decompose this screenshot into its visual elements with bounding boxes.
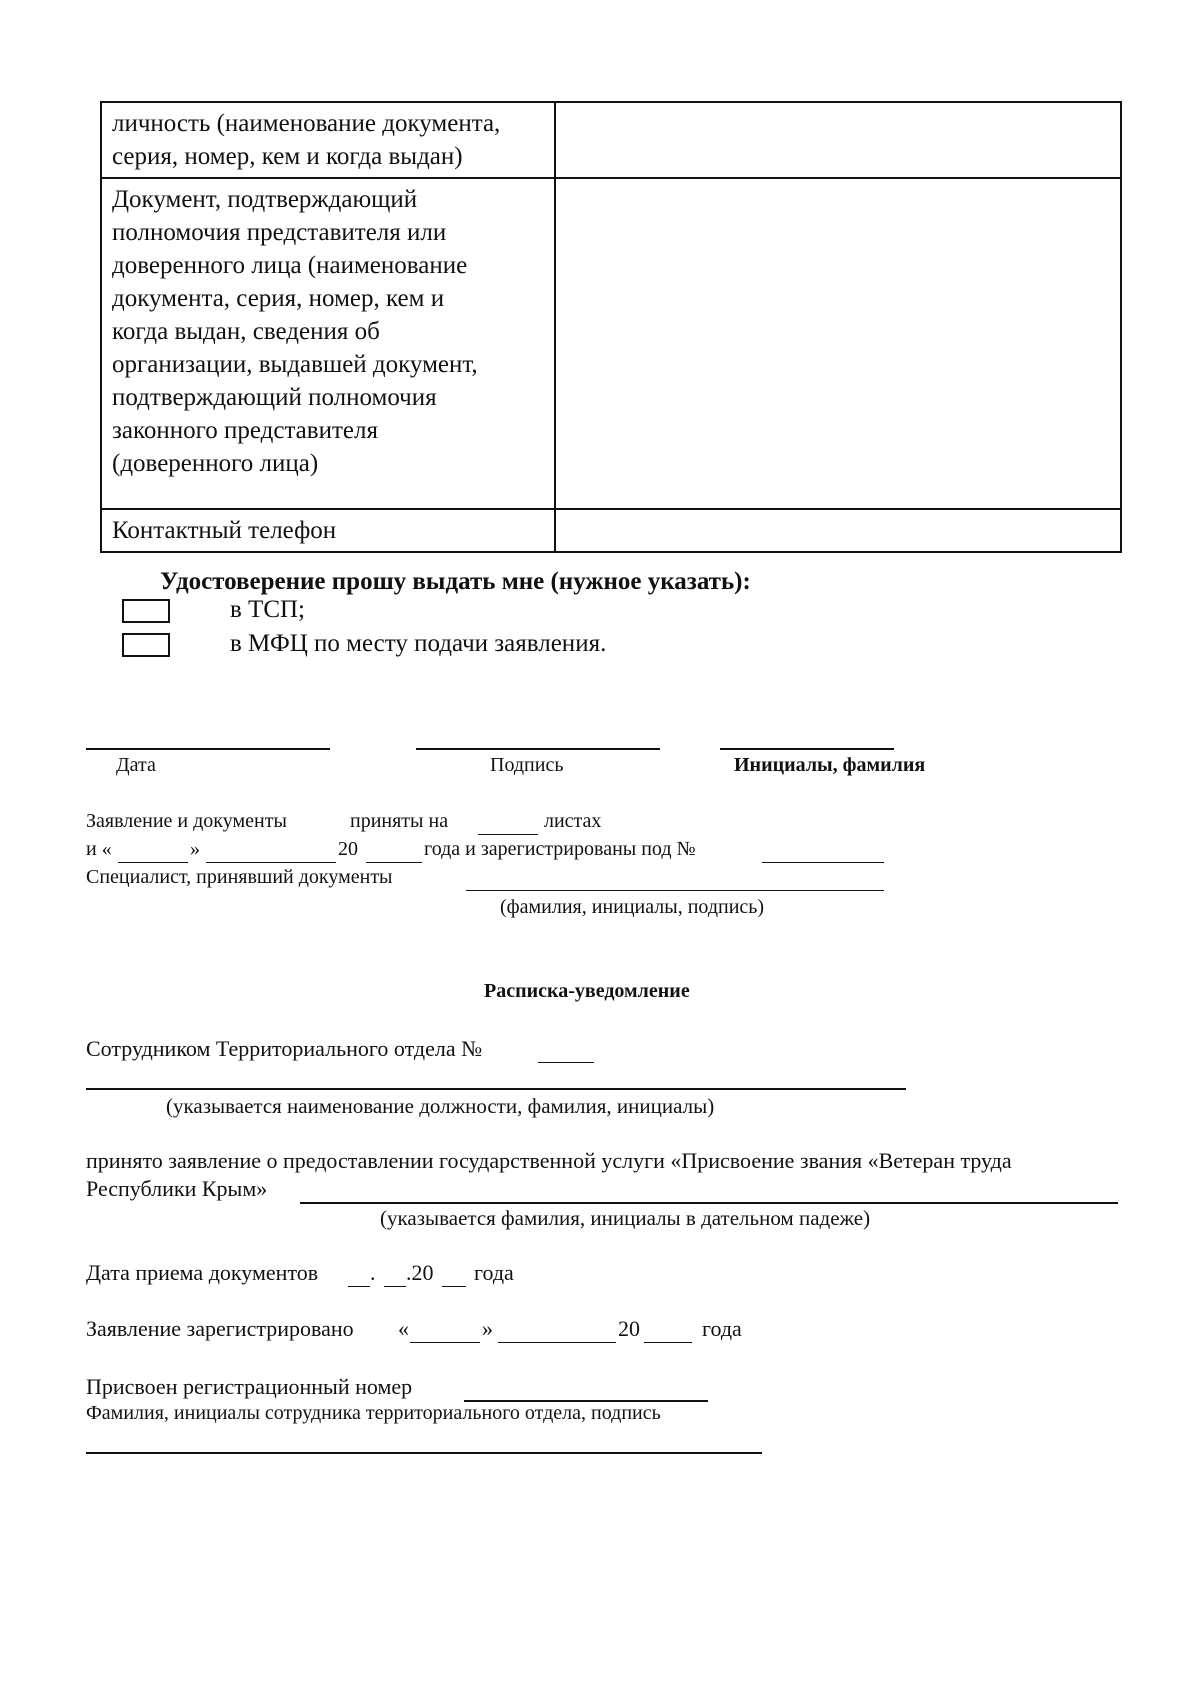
employee-sign-field[interactable]: [86, 1452, 762, 1454]
number-label: Присвоен регистрационный номер: [86, 1374, 413, 1399]
specialist-field[interactable]: [466, 890, 884, 891]
employee-caption: (указывается наименование должности, фамилия, инициалы): [166, 1094, 715, 1118]
option-mfc-label: в МФЦ по месту подачи заявления.: [230, 630, 607, 657]
signature-line[interactable]: [416, 748, 660, 750]
service-text-2: Республики Крым»: [86, 1176, 268, 1201]
table-row: [101, 509, 1121, 552]
applicant-info-table: [100, 101, 1122, 553]
date-sep1: .: [370, 1260, 376, 1285]
representative-document-field[interactable]: [555, 178, 1121, 509]
registered-month-field[interactable]: [498, 1342, 616, 1343]
identity-document-label: личность (наименование документа, серия, номер, кем и когда выдан): [101, 102, 555, 178]
acceptance-line1-b: приняты на: [350, 810, 449, 832]
registered-quote-open: «: [398, 1316, 409, 1341]
table-row: [101, 102, 1121, 178]
registered-day-field[interactable]: [410, 1342, 480, 1343]
received-day-field[interactable]: [348, 1286, 370, 1287]
registered-year-field[interactable]: [644, 1342, 692, 1343]
registered-tail: года: [702, 1316, 742, 1341]
employee-sign-label: Фамилия, инициалы сотрудника территориального отдела, подпись: [86, 1402, 661, 1424]
acceptance-line2-c: 20: [338, 838, 358, 860]
month-field[interactable]: [206, 862, 336, 863]
date-label: Дата: [116, 754, 156, 776]
date-tail: года: [474, 1260, 514, 1285]
acceptance-caption: (фамилия, инициалы, подпись): [500, 896, 765, 918]
year-field[interactable]: [366, 862, 422, 863]
registered-label: Заявление зарегистрировано: [86, 1316, 354, 1341]
acceptance-line2-a: и «: [86, 838, 112, 860]
service-text: принято заявление о предоставлении государственной услуги «Присвоение звания «Ветеран труда: [86, 1148, 1012, 1173]
acceptance-line1-c: листах: [544, 810, 602, 832]
initials-line[interactable]: [720, 748, 894, 750]
registered-year-prefix: 20: [618, 1316, 640, 1341]
acceptance-line3: Специалист, принявший документы: [86, 866, 393, 888]
initials-label: Инициалы, фамилия: [734, 754, 926, 776]
option-mfc-checkbox[interactable]: [122, 633, 170, 657]
option-tsp-checkbox[interactable]: [122, 599, 170, 623]
registration-number-field[interactable]: [762, 862, 884, 863]
date-sep2: .20: [406, 1260, 434, 1285]
table-row: [101, 178, 1121, 509]
department-number-field[interactable]: [538, 1062, 594, 1063]
day-field[interactable]: [118, 862, 188, 863]
sheets-count-field[interactable]: [478, 834, 538, 835]
employee-field[interactable]: [86, 1088, 906, 1090]
employee-label: Сотрудником Территориального отдела №: [86, 1036, 483, 1061]
identity-document-field[interactable]: [555, 102, 1121, 178]
date-received-label: Дата приема документов: [86, 1260, 319, 1285]
contact-phone-field[interactable]: [555, 509, 1121, 552]
signature-label: Подпись: [490, 754, 564, 776]
acceptance-line2-d: года и зарегистрированы под №: [424, 838, 696, 860]
recipient-name-field[interactable]: [300, 1202, 1118, 1204]
date-line[interactable]: [86, 748, 330, 750]
acceptance-line1-a: Заявление и документы: [86, 810, 287, 832]
contact-phone-label: Контактный телефон: [101, 509, 555, 552]
representative-document-label: Документ, подтверждающий полномочия представителя или доверенного лица (наименование документа, серия, номер, кем и когда выдан, сведения об организации, выдавшей документ, подтверждающий полномочия законного представителя (доверенного лица): [101, 178, 555, 509]
received-month-field[interactable]: [384, 1286, 406, 1287]
received-year-field[interactable]: [442, 1286, 466, 1287]
issue-heading: Удостоверение прошу выдать мне (нужное указать):: [160, 568, 751, 595]
name-caption: (указывается фамилия, инициалы в дательном падеже): [380, 1206, 871, 1230]
receipt-title: Расписка-уведомление: [484, 980, 690, 1002]
registered-quote-close: »: [482, 1316, 493, 1341]
option-tsp-label: в ТСП;: [230, 596, 305, 623]
acceptance-line2-b: »: [190, 838, 200, 860]
